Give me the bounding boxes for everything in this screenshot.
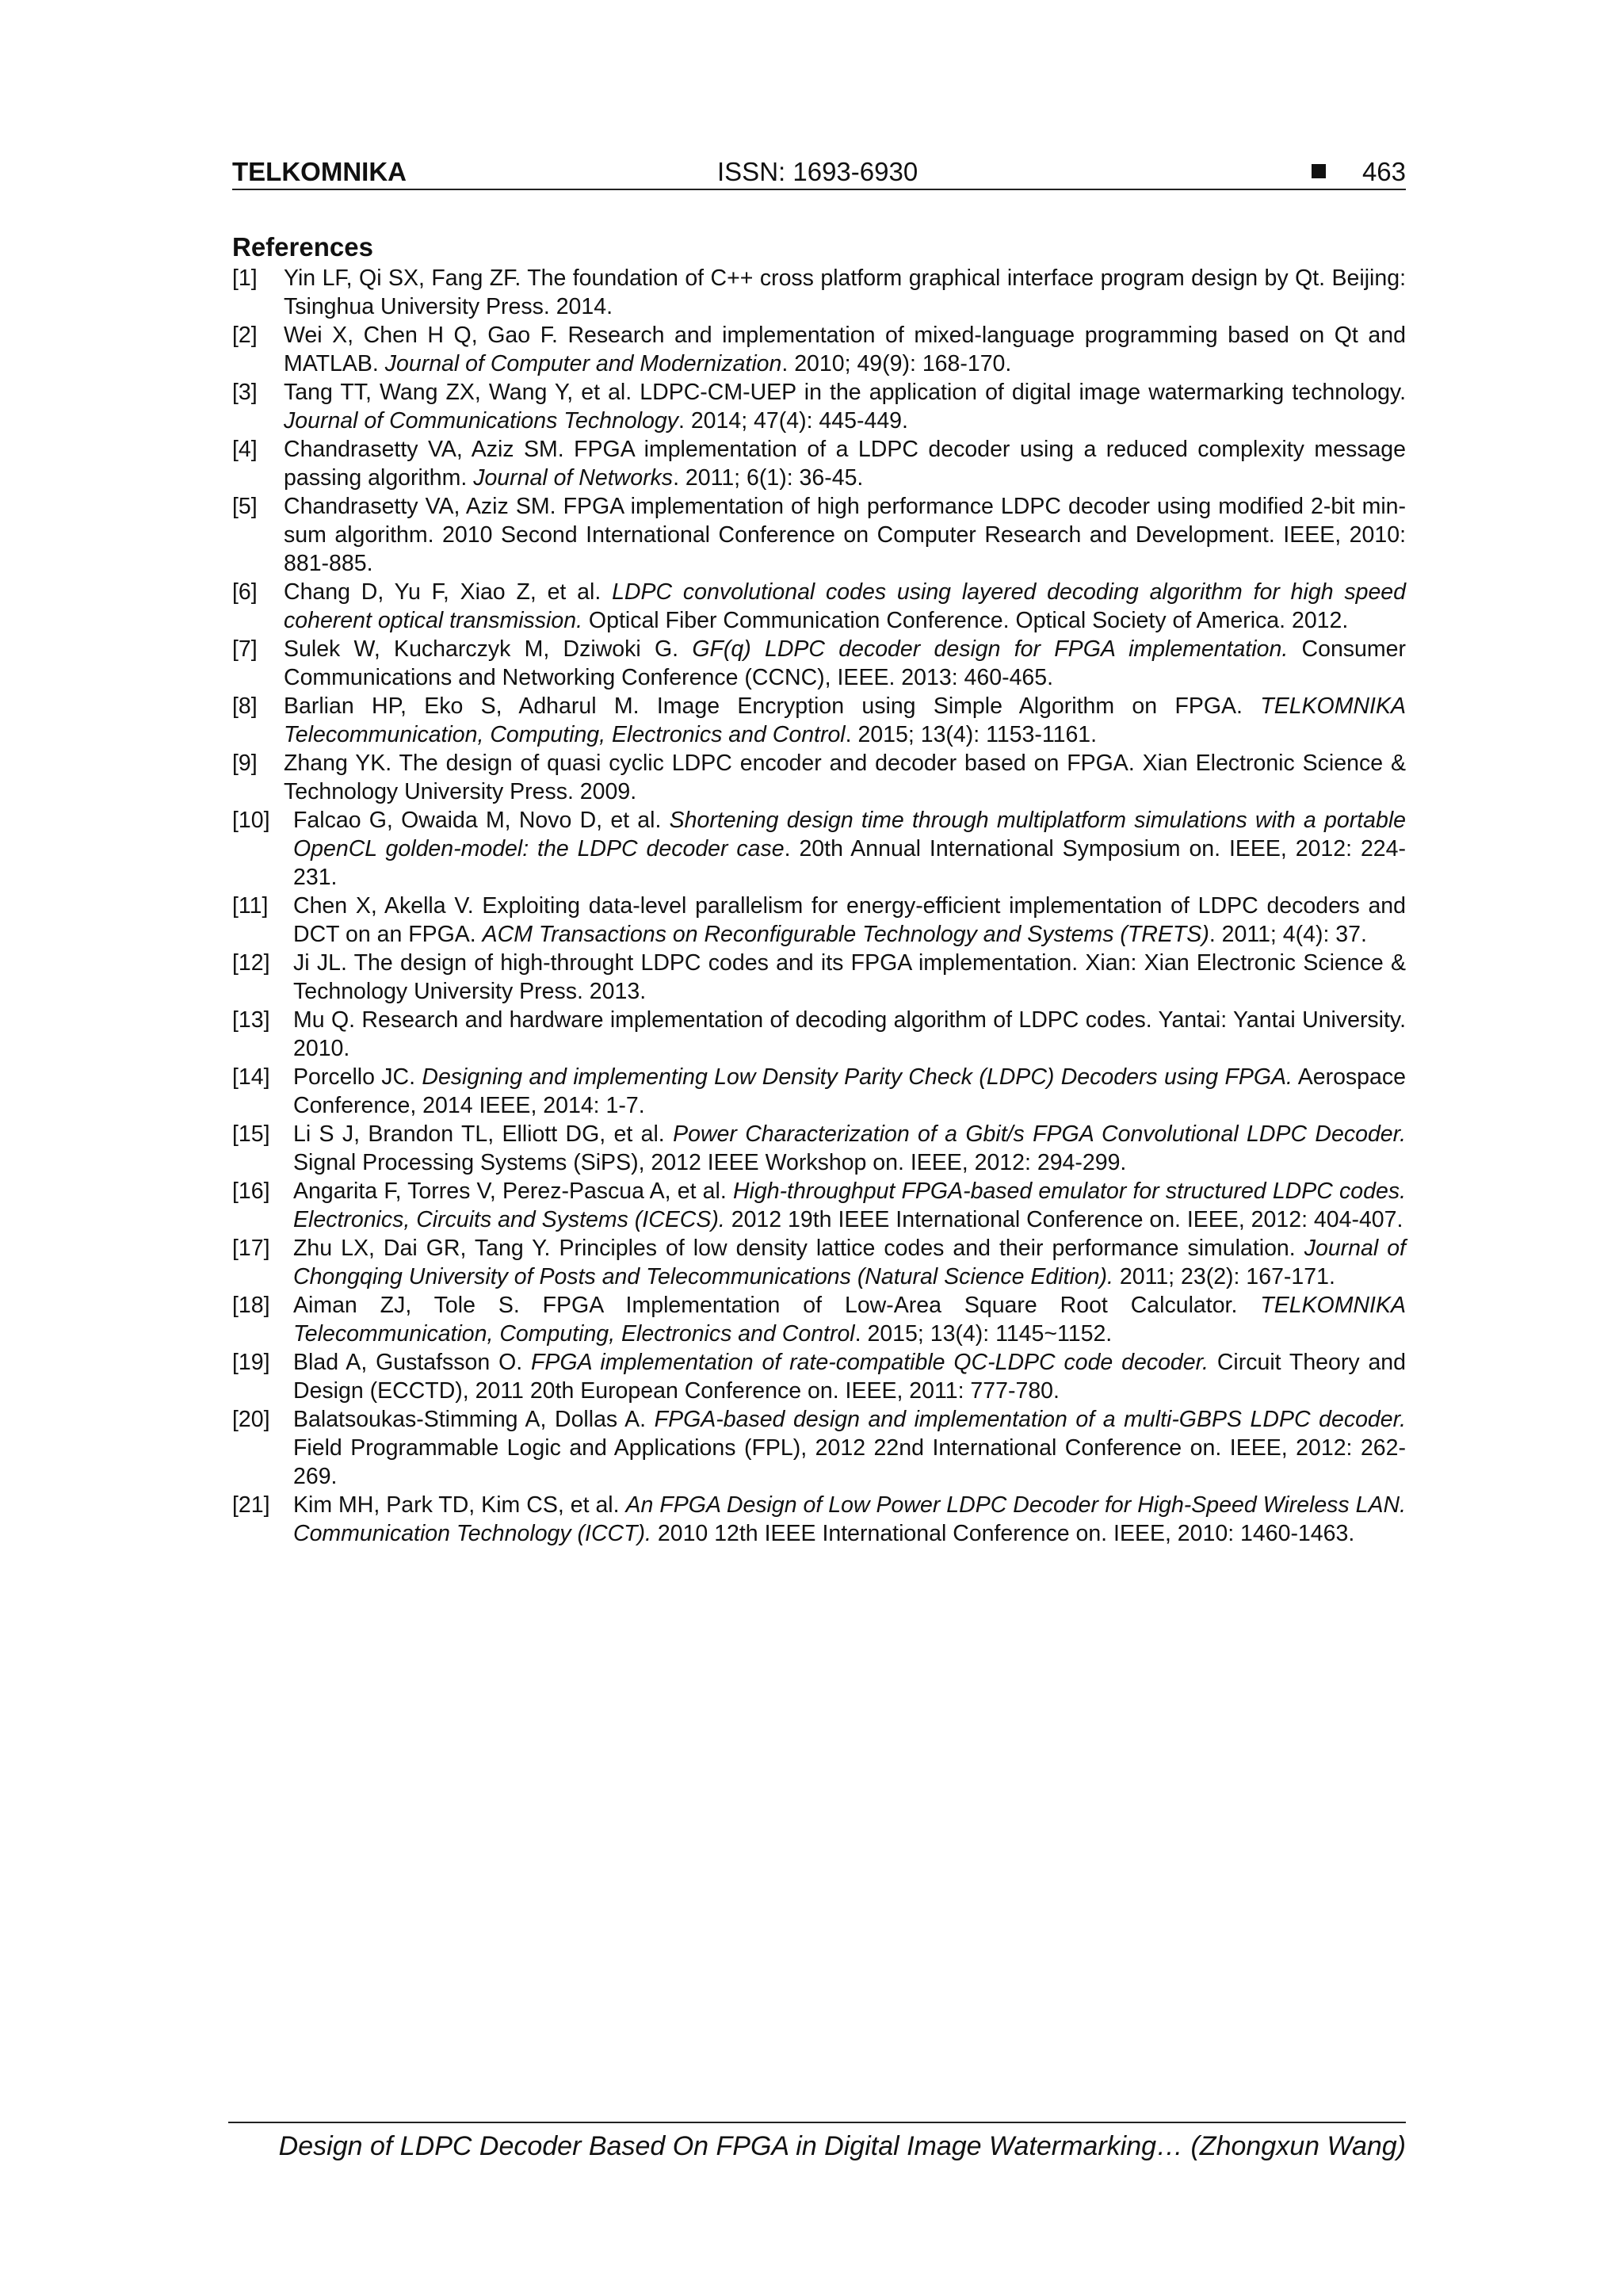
reference-number: [13] (232, 1007, 270, 1033)
reference-item (232, 492, 1406, 578)
reference-segment: Barlian HP, Eko S, Adharul M. Image Encryption using Simple Algorithm on FPGA. (284, 693, 1261, 719)
reference-title-italic: Journal of Chongqing University of Posts and Telecommunications (Natural Science Edition). (293, 1236, 1406, 1289)
reference-item (232, 1063, 1406, 1120)
issn: ISSN: 1693-6930 (717, 157, 918, 186)
reference-segment: . 2011; 4(4): 37. (1209, 922, 1367, 947)
reference-segment: Field Programmable Logic and Applications (FPL), 2012 22nd International Conference on. IEEE, 2012: 262-269. (293, 1435, 1406, 1489)
reference-title-italic: Shortening design time through multiplatform simulations with a portable OpenCL golden-model: the LDPC decoder case (293, 808, 1406, 861)
reference-text (284, 749, 1406, 806)
reference-text (293, 1405, 1406, 1491)
reference-segment: Aerospace Conference, 2014 IEEE, 2014: 1-7. (293, 1064, 1406, 1118)
reference-number: [17] (232, 1236, 270, 1261)
reference-title-italic: TELKOMNIKA Telecommunication, Computing, Electronics and Control (284, 693, 1406, 747)
reference-text (293, 1234, 1406, 1291)
reference-item (232, 378, 1406, 435)
reference-item (232, 635, 1406, 692)
reference-segment: 2011; 23(2): 167-171. (1113, 1264, 1335, 1289)
running-footer: Design of LDPC Decoder Based On FPGA in Digital Image Watermarking… (Zhongxun Wang) (278, 2131, 1406, 2161)
page-number: 463 (1361, 157, 1406, 186)
reference-item (232, 1291, 1406, 1348)
reference-text (284, 692, 1406, 749)
reference-segment: Optical Fiber Communication Conference. Optical Society of America. 2012. (582, 608, 1349, 633)
reference-text (293, 1120, 1406, 1177)
reference-segment: Circuit Theory and Design (ECCTD), 2011 20th European Conference on. IEEE, 2011: 777-780. (293, 1350, 1406, 1404)
reference-number: [12] (232, 950, 270, 976)
reference-text (293, 1348, 1406, 1405)
reference-text (284, 264, 1406, 321)
reference-segment: Signal Processing Systems (SiPS), 2012 IEEE Workshop on. IEEE, 2012: 294-299. (293, 1150, 1127, 1175)
reference-segment: Chen X, Akella V. Exploiting data-level parallelism for energy-efficient implementation of LDPC decoders and DCT on an FPGA. (293, 893, 1406, 947)
reference-item (232, 1120, 1406, 1177)
reference-segment: Zhu LX, Dai GR, Tang Y. Principles of low density lattice codes and their performance simulation. (293, 1236, 1304, 1261)
reference-title-italic: TELKOMNIKA Telecommunication, Computing, Electronics and Control (293, 1293, 1406, 1347)
reference-item (232, 692, 1406, 749)
square-bullet-icon (1312, 164, 1326, 178)
reference-number: [4] (232, 437, 258, 462)
reference-segment: Balatsoukas-Stimming A, Dollas A. (293, 1407, 655, 1432)
reference-segment: . 20th Annual International Symposium on. IEEE, 2012: 224-231. (293, 836, 1407, 890)
reference-segment: . 2015; 13(4): 1145~1152. (854, 1321, 1113, 1347)
reference-item (232, 1491, 1406, 1548)
reference-item (232, 1348, 1406, 1405)
reference-text (293, 1006, 1406, 1063)
reference-segment: Chandrasetty VA, Aziz SM. FPGA implementation of a LDPC decoder using a reduced complexity message passing algorithm. (284, 437, 1406, 491)
references-heading: References (232, 232, 373, 262)
reference-title-italic: High-throughput FPGA-based emulator for structured LDPC codes. Electronics, Circuits and Systems (ICECS). (293, 1179, 1406, 1232)
reference-number: [10] (232, 808, 270, 833)
reference-text (293, 1177, 1406, 1234)
reference-number: [15] (232, 1121, 270, 1147)
reference-text (293, 949, 1406, 1006)
reference-number: [9] (232, 751, 258, 776)
reference-title-italic: FPGA implementation of rate-compatible QC-LDPC code decoder. (531, 1350, 1209, 1375)
reference-text (284, 635, 1406, 692)
reference-number: [1] (232, 266, 258, 291)
reference-number: [21] (232, 1492, 270, 1518)
reference-number: [20] (232, 1407, 270, 1432)
reference-text (284, 378, 1406, 435)
footer-rule (228, 2122, 1406, 2123)
reference-segment: . 2010; 49(9): 168-170. (781, 351, 1012, 376)
reference-text (293, 1063, 1406, 1120)
reference-text (293, 1491, 1406, 1548)
reference-number: [5] (232, 494, 258, 519)
reference-segment: Falcao G, Owaida M, Novo D, et al. (293, 808, 670, 833)
page-header (232, 155, 1406, 190)
reference-item (232, 1234, 1406, 1291)
reference-segment: Li S J, Brandon TL, Elliott DG, et al. (293, 1121, 674, 1147)
reference-segment: Aiman ZJ, Tole S. FPGA Implementation of Low-Area Square Root Calculator. (293, 1293, 1261, 1318)
reference-segment: Zhang YK. The design of quasi cyclic LDPC encoder and decoder based on FPGA. Xian Electronic Science & Technology University Press. 2009. (284, 751, 1406, 804)
reference-text (293, 806, 1406, 892)
reference-item (232, 749, 1406, 806)
reference-number: [19] (232, 1350, 270, 1375)
reference-title-italic: GF(q) LDPC decoder design for FPGA implementation. (692, 636, 1289, 662)
reference-segment: 2012 19th IEEE International Conference on. IEEE, 2012: 404-407. (724, 1207, 1403, 1232)
reference-text (293, 1291, 1406, 1348)
reference-segment: Chandrasetty VA, Aziz SM. FPGA implementation of high performance LDPC decoder using modified 2-bit min-sum algorithm. 2010 Second International Conference on Computer Research and Development. IEEE, 2010: 881-885. (284, 494, 1406, 576)
reference-number: [3] (232, 380, 258, 405)
reference-number: [11] (232, 893, 269, 919)
journal-name: TELKOMNIKA (232, 157, 407, 186)
reference-segment: Tang TT, Wang ZX, Wang Y, et al. LDPC-CM-UEP in the application of digital image watermarking technology. (284, 380, 1406, 405)
reference-number: [7] (232, 636, 258, 662)
reference-number: [14] (232, 1064, 270, 1090)
reference-segment: . 2011; 6(1): 36-45. (673, 465, 864, 491)
reference-list (232, 264, 1406, 1548)
reference-segment: Wei X, Chen H Q, Gao F. Research and implementation of mixed-language programming based on Qt and MATLAB. (284, 323, 1406, 376)
reference-item (232, 949, 1406, 1006)
reference-title-italic: Journal of Networks (473, 465, 674, 491)
reference-title-italic: Journal of Communications Technology (284, 408, 678, 434)
reference-title-italic: Journal of Computer and Modernization (384, 351, 782, 376)
reference-number: [16] (232, 1179, 270, 1204)
reference-item (232, 892, 1406, 949)
reference-item (232, 806, 1406, 892)
reference-segment: Sulek W, Kucharczyk M, Dziwoki G. (284, 636, 693, 662)
reference-title-italic: Designing and implementing Low Density Parity Check (LDPC) Decoders using FPGA. (422, 1064, 1293, 1090)
reference-segment: Mu Q. Research and hardware implementation of decoding algorithm of LDPC codes. Yantai: Yantai University. 2010. (293, 1007, 1406, 1061)
reference-text (284, 578, 1406, 635)
reference-item (232, 321, 1406, 378)
reference-item (232, 1006, 1406, 1063)
reference-title-italic: An FPGA Design of Low Power LDPC Decoder for High-Speed Wireless LAN. Communication Technology (ICCT). (293, 1492, 1407, 1546)
reference-segment: . 2014; 47(4): 445-449. (678, 408, 908, 434)
reference-item (232, 1405, 1406, 1491)
page-marker (1312, 155, 1406, 189)
reference-segment: Ji JL. The design of high-throught LDPC codes and its FPGA implementation. Xian: Xian Electronic Science & Technology University Press. 2013. (293, 950, 1406, 1004)
reference-segment: 2010 12th IEEE International Conference on. IEEE, 2010: 1460-1463. (651, 1521, 1355, 1546)
reference-number: [2] (232, 323, 258, 348)
reference-title-italic: Power Characterization of a Gbit/s FPGA Convolutional LDPC Decoder. (673, 1121, 1406, 1147)
reference-segment: Blad A, Gustafsson O. (293, 1350, 532, 1375)
reference-item (232, 264, 1406, 321)
reference-number: [6] (232, 579, 258, 605)
reference-segment: Chang D, Yu F, Xiao Z, et al. (284, 579, 613, 605)
reference-segment: Porcello JC. (293, 1064, 422, 1090)
reference-title-italic: FPGA-based design and implementation of a multi-GBPS LDPC decoder. (654, 1407, 1406, 1432)
reference-segment: Consumer Communications and Networking Conference (CCNC), IEEE. 2013: 460-465. (284, 636, 1406, 690)
reference-segment: . 2015; 13(4): 1153-1161. (845, 722, 1098, 747)
reference-text (293, 892, 1406, 949)
reference-item (232, 578, 1406, 635)
reference-segment: Angarita F, Torres V, Perez-Pascua A, et al. (293, 1179, 733, 1204)
reference-number: [18] (232, 1293, 270, 1318)
reference-item (232, 1177, 1406, 1234)
reference-segment: Yin LF, Qi SX, Fang ZF. The foundation of C++ cross platform graphical interface program design by Qt. Beijing: Tsinghua University Press. 2014. (284, 266, 1406, 319)
reference-segment: Kim MH, Park TD, Kim CS, et al. (293, 1492, 626, 1518)
reference-text (284, 435, 1406, 492)
reference-title-italic: LDPC convolutional codes using layered decoding algorithm for high speed coherent optical transmission. (284, 579, 1406, 633)
reference-item (232, 435, 1406, 492)
reference-text (284, 321, 1406, 378)
reference-number: [8] (232, 693, 258, 719)
reference-title-italic: ACM Transactions on Reconfigurable Technology and Systems (TRETS) (482, 922, 1209, 947)
reference-text (284, 492, 1406, 578)
